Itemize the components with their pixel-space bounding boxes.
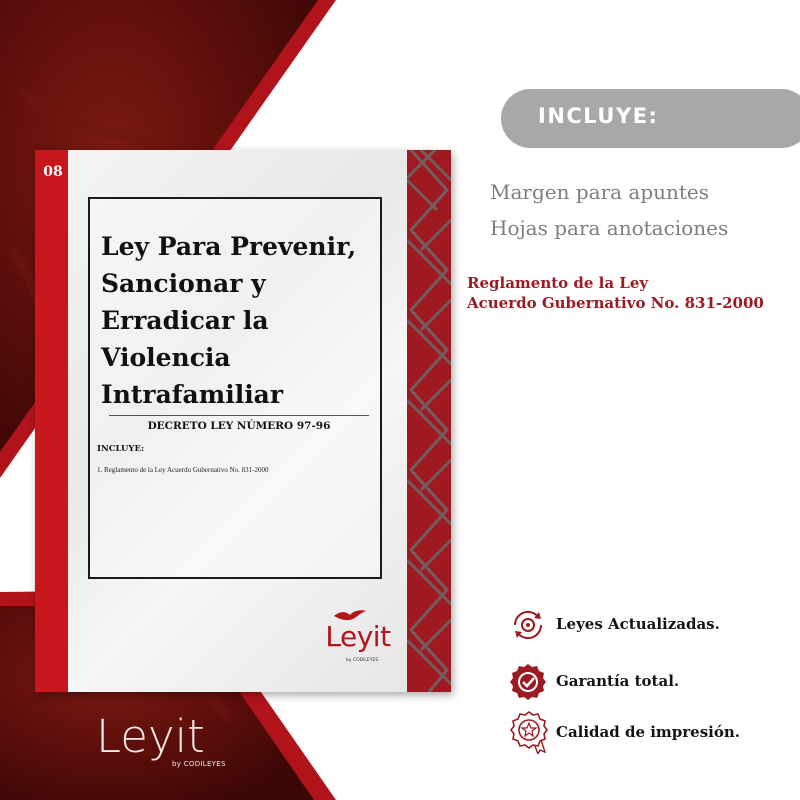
book-logo: Leyit — [325, 620, 391, 653]
book-title: Ley Para Prevenir, Sancionar y Erradicar la Violencia Intrafamiliar — [101, 232, 357, 409]
regulation-line-1: Reglamento de la Ley — [467, 274, 649, 292]
includes-heading: INCLUYE: — [538, 104, 659, 128]
perk-print-quality: Calidad de impresión. — [556, 723, 741, 741]
brand-logo: Leyit — [96, 710, 205, 763]
book-pattern-edge — [407, 150, 451, 692]
book-number: 08 — [43, 164, 63, 180]
book-includes-item: 1. Reglamento de la Ley Acuerdo Gubernativo No. 831-2000 — [97, 466, 269, 474]
perk-guarantee: Garantía total. — [556, 672, 680, 690]
perk-updated-laws: Leyes Actualizadas. — [556, 615, 720, 633]
refresh-gear-icon — [509, 606, 547, 644]
divider — [109, 415, 369, 416]
book-spine-stripe — [35, 150, 68, 692]
book-logo-sub: by CODILEYES — [346, 658, 379, 663]
book-includes-label: INCLUYE: — [97, 444, 145, 454]
decree-number: DECRETO LEY NÚMERO 97-96 — [147, 420, 331, 432]
brand-sub: by CODILEYES — [172, 760, 226, 768]
regulation-line-2: Acuerdo Gubernativo No. 831-2000 — [467, 294, 764, 312]
guarantee-badge-icon — [509, 662, 547, 700]
book-cover — [35, 150, 451, 692]
feature-margin: Margen para apuntes — [490, 180, 710, 204]
feature-notes: Hojas para anotaciones — [490, 216, 729, 240]
quality-award-icon — [509, 710, 549, 754]
